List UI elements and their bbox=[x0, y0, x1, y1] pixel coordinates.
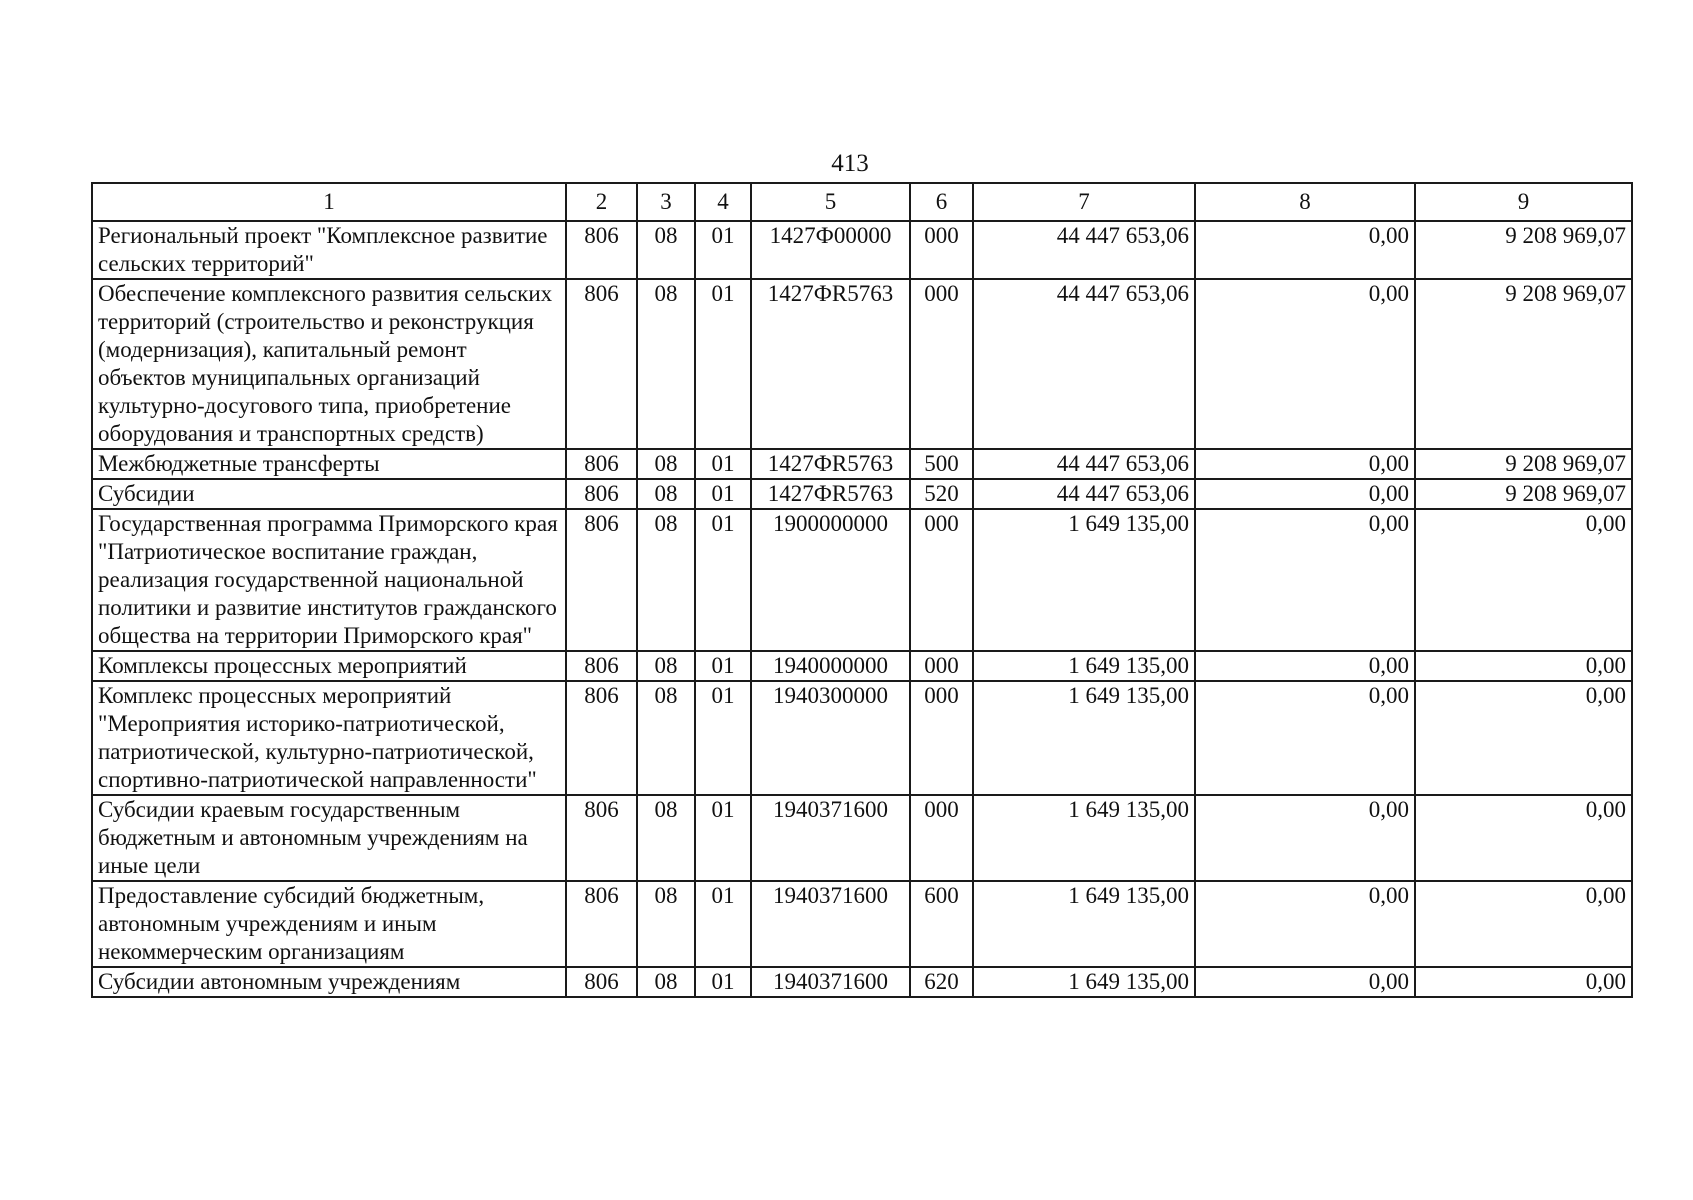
row-col9: 0,00 bbox=[1415, 881, 1632, 967]
row-col8: 0,00 bbox=[1195, 967, 1415, 997]
row-col8: 0,00 bbox=[1195, 279, 1415, 449]
row-col4: 01 bbox=[695, 681, 751, 795]
row-col2: 806 bbox=[566, 479, 637, 509]
row-col5: 1940371600 bbox=[751, 967, 910, 997]
table-row bbox=[92, 967, 1632, 997]
row-name: Предоставление субсидий бюджетным, автономным учреждениям и иным некоммерческим организациям bbox=[92, 881, 566, 967]
row-col9: 9 208 969,07 bbox=[1415, 279, 1632, 449]
table-row bbox=[92, 449, 1632, 479]
row-col2: 806 bbox=[566, 795, 637, 881]
row-col3: 08 bbox=[637, 795, 695, 881]
row-col6: 500 bbox=[910, 449, 973, 479]
row-col6: 000 bbox=[910, 221, 973, 279]
header-cell: 4 bbox=[695, 183, 751, 221]
row-col6: 600 bbox=[910, 881, 973, 967]
row-col9: 0,00 bbox=[1415, 509, 1632, 651]
row-col7: 1 649 135,00 bbox=[973, 509, 1195, 651]
table-row bbox=[92, 651, 1632, 681]
table-header-row bbox=[92, 183, 1632, 221]
row-col5: 1940371600 bbox=[751, 881, 910, 967]
row-col3: 08 bbox=[637, 221, 695, 279]
row-col9: 0,00 bbox=[1415, 967, 1632, 997]
header-cell: 2 bbox=[566, 183, 637, 221]
row-col3: 08 bbox=[637, 509, 695, 651]
row-col9: 0,00 bbox=[1415, 681, 1632, 795]
header-cell: 9 bbox=[1415, 183, 1632, 221]
row-col2: 806 bbox=[566, 681, 637, 795]
row-col2: 806 bbox=[566, 967, 637, 997]
row-col8: 0,00 bbox=[1195, 509, 1415, 651]
row-col4: 01 bbox=[695, 795, 751, 881]
header-cell: 1 bbox=[92, 183, 566, 221]
row-col9: 0,00 bbox=[1415, 795, 1632, 881]
row-col7: 44 447 653,06 bbox=[973, 479, 1195, 509]
row-col4: 01 bbox=[695, 479, 751, 509]
row-col9: 0,00 bbox=[1415, 651, 1632, 681]
row-name: Субсидии bbox=[92, 479, 566, 509]
row-col8: 0,00 bbox=[1195, 479, 1415, 509]
row-name: Межбюджетные трансферты bbox=[92, 449, 566, 479]
row-name: Комплекс процессных мероприятий "Мероприятия историко-патриотической, патриотической, культурно-патриотической, спортивно-патриотической направленности" bbox=[92, 681, 566, 795]
row-col4: 01 bbox=[695, 221, 751, 279]
row-col9: 9 208 969,07 bbox=[1415, 449, 1632, 479]
row-col4: 01 bbox=[695, 967, 751, 997]
row-col7: 1 649 135,00 bbox=[973, 881, 1195, 967]
row-col6: 000 bbox=[910, 681, 973, 795]
row-col6: 000 bbox=[910, 651, 973, 681]
table-row bbox=[92, 479, 1632, 509]
header-cell: 8 bbox=[1195, 183, 1415, 221]
row-col7: 1 649 135,00 bbox=[973, 681, 1195, 795]
row-col3: 08 bbox=[637, 881, 695, 967]
header-cell: 5 bbox=[751, 183, 910, 221]
row-col2: 806 bbox=[566, 279, 637, 449]
row-col5: 1940300000 bbox=[751, 681, 910, 795]
row-col7: 44 447 653,06 bbox=[973, 221, 1195, 279]
row-col3: 08 bbox=[637, 479, 695, 509]
row-col5: 1427ФR5763 bbox=[751, 449, 910, 479]
row-col6: 520 bbox=[910, 479, 973, 509]
header-cell: 6 bbox=[910, 183, 973, 221]
table-row bbox=[92, 509, 1632, 651]
row-col5: 1427Ф00000 bbox=[751, 221, 910, 279]
table-row bbox=[92, 279, 1632, 449]
row-col6: 620 bbox=[910, 967, 973, 997]
row-col4: 01 bbox=[695, 651, 751, 681]
header-cell: 7 bbox=[973, 183, 1195, 221]
row-col8: 0,00 bbox=[1195, 449, 1415, 479]
row-col8: 0,00 bbox=[1195, 681, 1415, 795]
table-row bbox=[92, 795, 1632, 881]
header-cell: 3 bbox=[637, 183, 695, 221]
row-col5: 1940000000 bbox=[751, 651, 910, 681]
row-col5: 1427ФR5763 bbox=[751, 279, 910, 449]
row-name: Комплексы процессных мероприятий bbox=[92, 651, 566, 681]
row-col7: 44 447 653,06 bbox=[973, 279, 1195, 449]
row-col9: 9 208 969,07 bbox=[1415, 479, 1632, 509]
row-col3: 08 bbox=[637, 681, 695, 795]
row-col8: 0,00 bbox=[1195, 881, 1415, 967]
row-name: Государственная программа Приморского края "Патриотическое воспитание граждан, реализация государственной национальной политики и развитие институтов гражданского общества на территории Приморского края" bbox=[92, 509, 566, 651]
row-name: Региональный проект "Комплексное развитие сельских территорий" bbox=[92, 221, 566, 279]
row-col8: 0,00 bbox=[1195, 651, 1415, 681]
row-col7: 1 649 135,00 bbox=[973, 967, 1195, 997]
page-number: 413 bbox=[831, 150, 869, 177]
row-col3: 08 bbox=[637, 279, 695, 449]
row-col5: 1427ФR5763 bbox=[751, 479, 910, 509]
row-col8: 0,00 bbox=[1195, 221, 1415, 279]
row-col7: 1 649 135,00 bbox=[973, 651, 1195, 681]
row-col4: 01 bbox=[695, 881, 751, 967]
row-col4: 01 bbox=[695, 509, 751, 651]
row-col4: 01 bbox=[695, 279, 751, 449]
row-col7: 44 447 653,06 bbox=[973, 449, 1195, 479]
row-col7: 1 649 135,00 bbox=[973, 795, 1195, 881]
row-col3: 08 bbox=[637, 651, 695, 681]
row-col2: 806 bbox=[566, 509, 637, 651]
row-col4: 01 bbox=[695, 449, 751, 479]
row-col5: 1900000000 bbox=[751, 509, 910, 651]
row-col3: 08 bbox=[637, 967, 695, 997]
row-col6: 000 bbox=[910, 509, 973, 651]
table-row bbox=[92, 881, 1632, 967]
row-col2: 806 bbox=[566, 881, 637, 967]
row-col8: 0,00 bbox=[1195, 795, 1415, 881]
row-col6: 000 bbox=[910, 279, 973, 449]
table-row bbox=[92, 681, 1632, 795]
row-col2: 806 bbox=[566, 651, 637, 681]
row-col9: 9 208 969,07 bbox=[1415, 221, 1632, 279]
row-col6: 000 bbox=[910, 795, 973, 881]
row-name: Субсидии автономным учреждениям bbox=[92, 967, 566, 997]
row-col2: 806 bbox=[566, 449, 637, 479]
budget-table bbox=[91, 182, 1633, 998]
row-name: Субсидии краевым государственным бюджетным и автономным учреждениям на иные цели bbox=[92, 795, 566, 881]
table-row bbox=[92, 221, 1632, 279]
row-col5: 1940371600 bbox=[751, 795, 910, 881]
row-col3: 08 bbox=[637, 449, 695, 479]
row-name: Обеспечение комплексного развития сельских территорий (строительство и реконструкция (модернизация), капитальный ремонт объектов муниципальных организаций культурно-досугового типа, приобретение оборудования и транспортных средств) bbox=[92, 279, 566, 449]
row-col2: 806 bbox=[566, 221, 637, 279]
